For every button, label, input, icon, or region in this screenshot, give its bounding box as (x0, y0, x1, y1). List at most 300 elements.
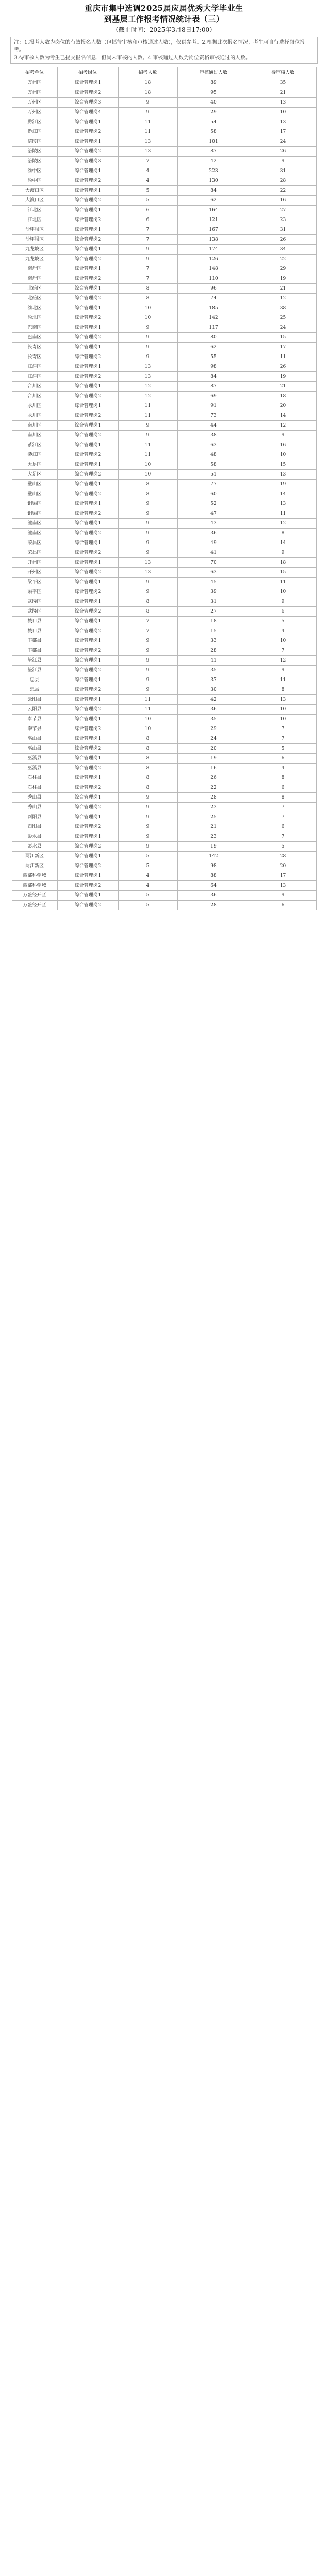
cell-position: 综合管理岗2 (57, 881, 118, 891)
cell-passed: 87 (177, 147, 250, 157)
table-row (12, 372, 316, 382)
cell-passed: 15 (177, 626, 250, 636)
cell-plan: 9 (118, 646, 177, 656)
cell-unit: 酉阳县 (12, 812, 57, 822)
statistics-table (12, 67, 317, 910)
table-row (12, 617, 316, 626)
cell-passed: 35 (177, 666, 250, 675)
cell-unit: 彭水县 (12, 832, 57, 842)
cell-plan: 8 (118, 734, 177, 744)
table-row (12, 245, 316, 255)
cell-position: 综合管理岗2 (57, 411, 118, 421)
cell-position: 综合管理岗2 (57, 235, 118, 245)
cell-unit: 奉节县 (12, 724, 57, 734)
cell-passed: 27 (177, 607, 250, 617)
cell-position: 综合管理岗2 (57, 842, 118, 852)
cell-passed: 41 (177, 548, 250, 558)
cell-plan: 9 (118, 675, 177, 685)
cell-pending: 7 (250, 803, 316, 812)
cell-plan: 8 (118, 597, 177, 607)
cell-position: 综合管理岗2 (57, 783, 118, 793)
cell-unit: 万州区 (12, 108, 57, 117)
cell-plan: 9 (118, 587, 177, 597)
cell-plan: 9 (118, 352, 177, 362)
cell-unit: 云阳县 (12, 705, 57, 715)
cell-passed: 51 (177, 470, 250, 480)
cell-pending: 4 (250, 626, 316, 636)
cell-plan: 9 (118, 245, 177, 255)
cell-plan: 9 (118, 509, 177, 519)
cell-plan: 9 (118, 519, 177, 529)
column-header-position: 招考岗位 (57, 67, 118, 78)
cell-position: 综合管理岗1 (57, 734, 118, 744)
cell-plan: 5 (118, 861, 177, 871)
cell-position: 综合管理岗2 (57, 196, 118, 206)
cell-pending: 15 (250, 460, 316, 470)
cell-passed: 38 (177, 431, 250, 440)
cell-pending: 10 (250, 715, 316, 724)
cell-passed: 74 (177, 294, 250, 303)
note-line: 3.待审核人数为考生已提交报名信息，但尚未审核的人数。4.审核通过人数为岗位资格审核通过的人数。 (14, 55, 251, 61)
cell-plan: 9 (118, 793, 177, 803)
table-row (12, 636, 316, 646)
cell-passed: 73 (177, 411, 250, 421)
cell-plan: 13 (118, 558, 177, 568)
cell-plan: 11 (118, 117, 177, 127)
cell-plan: 9 (118, 842, 177, 852)
table-row (12, 264, 316, 274)
cell-unit: 大渡口区 (12, 196, 57, 206)
cell-position: 综合管理岗2 (57, 372, 118, 382)
cell-plan: 8 (118, 294, 177, 303)
cell-pending: 26 (250, 235, 316, 245)
cell-pending: 19 (250, 372, 316, 382)
cell-pending: 17 (250, 127, 316, 137)
table-row (12, 343, 316, 352)
cell-passed: 35 (177, 715, 250, 724)
cell-pending: 9 (250, 548, 316, 558)
cell-passed: 142 (177, 852, 250, 861)
cell-position: 综合管理岗1 (57, 812, 118, 822)
cell-position: 综合管理岗1 (57, 362, 118, 372)
cell-unit: 渝北区 (12, 303, 57, 313)
cell-position: 综合管理岗1 (57, 852, 118, 861)
cell-pending: 21 (250, 382, 316, 392)
cell-position: 综合管理岗1 (57, 284, 118, 294)
cell-unit: 巫山县 (12, 734, 57, 744)
cell-passed: 20 (177, 744, 250, 754)
cell-pending: 16 (250, 196, 316, 206)
cell-passed: 19 (177, 754, 250, 764)
cell-unit: 涪陵区 (12, 157, 57, 166)
cell-unit: 潼南区 (12, 519, 57, 529)
table-row (12, 666, 316, 675)
cell-passed: 62 (177, 196, 250, 206)
cell-position: 综合管理岗2 (57, 392, 118, 401)
cell-passed: 28 (177, 646, 250, 656)
cell-position: 综合管理岗2 (57, 509, 118, 519)
cell-plan: 5 (118, 186, 177, 196)
cell-unit: 永川区 (12, 401, 57, 411)
cell-position: 综合管理岗3 (57, 157, 118, 166)
cell-pending: 17 (250, 343, 316, 352)
cell-passed: 36 (177, 891, 250, 901)
cell-pending: 24 (250, 137, 316, 147)
table-row (12, 352, 316, 362)
cell-pending: 8 (250, 793, 316, 803)
cell-unit: 万州区 (12, 88, 57, 98)
cell-plan: 12 (118, 382, 177, 392)
table-row (12, 440, 316, 450)
cell-pending: 6 (250, 901, 316, 910)
cell-unit: 渝中区 (12, 176, 57, 186)
cell-plan: 8 (118, 764, 177, 773)
table-row (12, 842, 316, 852)
cell-unit: 大渡口区 (12, 186, 57, 196)
cell-pending: 9 (250, 597, 316, 607)
table-row (12, 773, 316, 783)
cell-passed: 58 (177, 460, 250, 470)
cell-unit: 城口县 (12, 617, 57, 626)
cell-plan: 9 (118, 548, 177, 558)
cell-passed: 36 (177, 705, 250, 715)
cell-position: 综合管理岗2 (57, 724, 118, 734)
cell-position: 综合管理岗1 (57, 538, 118, 548)
cell-pending: 25 (250, 313, 316, 323)
cell-unit: 武隆区 (12, 607, 57, 617)
cell-unit: 九龙坡区 (12, 245, 57, 255)
cell-position: 综合管理岗1 (57, 832, 118, 842)
cell-pending: 15 (250, 333, 316, 343)
column-header-passed: 审核通过人数 (177, 67, 250, 78)
cell-pending: 35 (250, 78, 316, 88)
cell-unit: 丰都县 (12, 636, 57, 646)
cell-plan: 11 (118, 450, 177, 460)
cell-position: 综合管理岗1 (57, 519, 118, 529)
cell-plan: 11 (118, 705, 177, 715)
cell-position: 综合管理岗1 (57, 773, 118, 783)
cell-position: 综合管理岗1 (57, 440, 118, 450)
cell-position: 综合管理岗2 (57, 294, 118, 303)
cell-pending: 9 (250, 666, 316, 675)
cell-unit: 西部科学城 (12, 871, 57, 881)
cell-position: 综合管理岗1 (57, 137, 118, 147)
cell-unit: 开州区 (12, 558, 57, 568)
cell-passed: 28 (177, 793, 250, 803)
cell-pending: 14 (250, 489, 316, 499)
cell-unit: 南岸区 (12, 264, 57, 274)
cell-plan: 12 (118, 392, 177, 401)
cell-plan: 4 (118, 176, 177, 186)
cell-position: 综合管理岗1 (57, 225, 118, 235)
cell-passed: 42 (177, 695, 250, 705)
cell-pending: 18 (250, 558, 316, 568)
title-line-1: 重庆市集中选调2025届应届优秀大学毕业生 (85, 4, 243, 13)
cell-position: 综合管理岗2 (57, 626, 118, 636)
cell-plan: 10 (118, 724, 177, 734)
cell-plan: 11 (118, 695, 177, 705)
cell-plan: 9 (118, 421, 177, 431)
cell-pending: 17 (250, 871, 316, 881)
cell-position: 综合管理岗1 (57, 558, 118, 568)
cell-passed: 80 (177, 333, 250, 343)
cell-position: 综合管理岗2 (57, 607, 118, 617)
cell-pending: 27 (250, 206, 316, 215)
cell-passed: 58 (177, 127, 250, 137)
cell-position: 综合管理岗1 (57, 891, 118, 901)
cell-plan: 10 (118, 715, 177, 724)
cell-plan: 8 (118, 754, 177, 764)
cell-plan: 9 (118, 832, 177, 842)
table-row (12, 548, 316, 558)
table-row (12, 509, 316, 519)
cell-unit: 九龙坡区 (12, 255, 57, 264)
cell-position: 综合管理岗1 (57, 499, 118, 509)
cell-position: 综合管理岗1 (57, 206, 118, 215)
cell-plan: 18 (118, 88, 177, 98)
cell-unit: 北碚区 (12, 294, 57, 303)
cell-position: 综合管理岗2 (57, 470, 118, 480)
cell-passed: 22 (177, 783, 250, 793)
cell-position: 综合管理岗2 (57, 215, 118, 225)
cell-unit: 渝中区 (12, 166, 57, 176)
cell-passed: 28 (177, 901, 250, 910)
cell-pending: 11 (250, 578, 316, 587)
cell-unit: 大足区 (12, 460, 57, 470)
cell-unit: 北碚区 (12, 284, 57, 294)
table-row (12, 147, 316, 157)
cell-passed: 87 (177, 382, 250, 392)
cell-unit: 江北区 (12, 206, 57, 215)
cell-pending: 13 (250, 881, 316, 891)
cell-passed: 16 (177, 764, 250, 773)
cell-position: 综合管理岗2 (57, 646, 118, 656)
table-row (12, 724, 316, 734)
cell-pending: 5 (250, 744, 316, 754)
cell-unit: 涪陵区 (12, 147, 57, 157)
cell-plan: 9 (118, 323, 177, 333)
table-row (12, 88, 316, 98)
cell-unit: 垫江县 (12, 656, 57, 666)
table-row (12, 597, 316, 607)
cell-plan: 9 (118, 812, 177, 822)
table-row (12, 587, 316, 597)
cell-position: 综合管理岗1 (57, 166, 118, 176)
table-row (12, 157, 316, 166)
cell-unit: 开州区 (12, 568, 57, 578)
cell-pending: 8 (250, 685, 316, 695)
cell-passed: 63 (177, 568, 250, 578)
cell-unit: 两江新区 (12, 861, 57, 871)
table-row (12, 421, 316, 431)
cell-passed: 142 (177, 313, 250, 323)
cell-plan: 7 (118, 264, 177, 274)
table-row (12, 98, 316, 108)
cell-pending: 19 (250, 480, 316, 489)
cell-plan: 9 (118, 578, 177, 587)
cell-position: 综合管理岗3 (57, 98, 118, 108)
cell-unit: 秀山县 (12, 793, 57, 803)
cell-plan: 10 (118, 313, 177, 323)
cell-pending: 11 (250, 675, 316, 685)
notes-box (10, 37, 318, 64)
cell-position: 综合管理岗1 (57, 264, 118, 274)
cell-plan: 8 (118, 480, 177, 489)
cell-pending: 11 (250, 352, 316, 362)
cell-passed: 54 (177, 117, 250, 127)
cell-passed: 45 (177, 578, 250, 587)
cell-unit: 两江新区 (12, 852, 57, 861)
table-row (12, 480, 316, 489)
cell-passed: 95 (177, 88, 250, 98)
table-row (12, 558, 316, 568)
cell-position: 综合管理岗1 (57, 695, 118, 705)
cell-plan: 9 (118, 636, 177, 646)
cell-pending: 7 (250, 734, 316, 744)
cell-passed: 121 (177, 215, 250, 225)
cell-unit: 丰都县 (12, 646, 57, 656)
cell-unit: 万盛经开区 (12, 901, 57, 910)
table-row (12, 499, 316, 509)
cell-unit: 合川区 (12, 382, 57, 392)
table-row (12, 822, 316, 832)
cell-passed: 52 (177, 499, 250, 509)
table-row (12, 313, 316, 323)
cell-unit: 綦江区 (12, 450, 57, 460)
cell-plan: 5 (118, 852, 177, 861)
cell-passed: 62 (177, 343, 250, 352)
cell-unit: 忠县 (12, 675, 57, 685)
cell-plan: 11 (118, 411, 177, 421)
cell-unit: 万盛经开区 (12, 891, 57, 901)
table-row (12, 186, 316, 196)
cell-plan: 13 (118, 362, 177, 372)
table-row (12, 489, 316, 499)
table-row (12, 392, 316, 401)
cell-plan: 13 (118, 372, 177, 382)
cell-passed: 47 (177, 509, 250, 519)
cell-position: 综合管理岗2 (57, 548, 118, 558)
table-row (12, 362, 316, 372)
cell-unit: 南岸区 (12, 274, 57, 284)
cell-pending: 16 (250, 440, 316, 450)
cell-position: 综合管理岗1 (57, 480, 118, 489)
cell-position: 综合管理岗1 (57, 597, 118, 607)
table-row (12, 675, 316, 685)
cell-unit: 巫山县 (12, 744, 57, 754)
cell-unit: 长寿区 (12, 343, 57, 352)
cell-position: 综合管理岗2 (57, 861, 118, 871)
cell-passed: 49 (177, 538, 250, 548)
table-row (12, 333, 316, 343)
cell-unit: 长寿区 (12, 352, 57, 362)
cell-pending: 13 (250, 470, 316, 480)
cell-pending: 20 (250, 861, 316, 871)
cell-passed: 98 (177, 362, 250, 372)
cell-position: 综合管理岗2 (57, 803, 118, 812)
cell-passed: 84 (177, 186, 250, 196)
cell-passed: 33 (177, 636, 250, 646)
cell-position: 综合管理岗2 (57, 176, 118, 186)
cell-pending: 9 (250, 431, 316, 440)
cell-pending: 15 (250, 568, 316, 578)
cell-position: 综合管理岗2 (57, 313, 118, 323)
cell-passed: 23 (177, 832, 250, 842)
cell-position: 综合管理岗2 (57, 529, 118, 538)
cell-unit: 彭水县 (12, 842, 57, 852)
column-header-unit: 招考单位 (12, 67, 57, 78)
cell-passed: 40 (177, 98, 250, 108)
cell-unit: 忠县 (12, 685, 57, 695)
cell-plan: 9 (118, 803, 177, 812)
table-row (12, 538, 316, 548)
cell-unit: 万州区 (12, 98, 57, 108)
cell-passed: 126 (177, 255, 250, 264)
cell-pending: 8 (250, 773, 316, 783)
table-row (12, 861, 316, 871)
cell-unit: 荣昌区 (12, 548, 57, 558)
cell-plan: 8 (118, 773, 177, 783)
cell-position: 综合管理岗1 (57, 117, 118, 127)
cell-position: 综合管理岗2 (57, 901, 118, 910)
cell-pending: 14 (250, 538, 316, 548)
table-row (12, 568, 316, 578)
cell-pending: 11 (250, 509, 316, 519)
cell-unit: 巫溪县 (12, 764, 57, 773)
cell-plan: 5 (118, 196, 177, 206)
table-row (12, 901, 316, 910)
table-row (12, 294, 316, 303)
table-row (12, 78, 316, 88)
table-row (12, 225, 316, 235)
cell-plan: 10 (118, 303, 177, 313)
cell-unit: 梁平区 (12, 578, 57, 587)
cell-plan: 9 (118, 255, 177, 264)
cell-unit: 铜梁区 (12, 499, 57, 509)
cell-passed: 41 (177, 656, 250, 666)
cell-unit: 黔江区 (12, 117, 57, 127)
table-row (12, 783, 316, 793)
cell-plan: 8 (118, 607, 177, 617)
cell-unit: 秀山县 (12, 803, 57, 812)
cell-position: 综合管理岗1 (57, 754, 118, 764)
cell-pending: 22 (250, 255, 316, 264)
cell-passed: 77 (177, 480, 250, 489)
cell-pending: 13 (250, 499, 316, 509)
document-subtitle: （截止时间：2025年3月8日17:00） (112, 26, 216, 33)
cell-plan: 8 (118, 744, 177, 754)
cell-plan: 9 (118, 685, 177, 695)
table-row (12, 852, 316, 861)
cell-position: 综合管理岗1 (57, 656, 118, 666)
cell-unit: 巫溪县 (12, 754, 57, 764)
note-line: 注：1.报考人数为岗位的有效报名人数（包括待审核和审核通过人数），仅供参考。2.根据此次报名情况，考生可自行选择岗位报考。 (14, 40, 305, 53)
cell-plan: 7 (118, 274, 177, 284)
cell-position: 综合管理岗1 (57, 793, 118, 803)
table-row (12, 137, 316, 147)
table-row (12, 646, 316, 656)
cell-plan: 9 (118, 108, 177, 117)
cell-pending: 29 (250, 264, 316, 274)
cell-passed: 18 (177, 617, 250, 626)
cell-unit: 铜梁区 (12, 509, 57, 519)
table-row (12, 715, 316, 724)
cell-pending: 5 (250, 617, 316, 626)
cell-passed: 60 (177, 489, 250, 499)
table-row (12, 323, 316, 333)
cell-unit: 涪陵区 (12, 137, 57, 147)
cell-pending: 10 (250, 705, 316, 715)
